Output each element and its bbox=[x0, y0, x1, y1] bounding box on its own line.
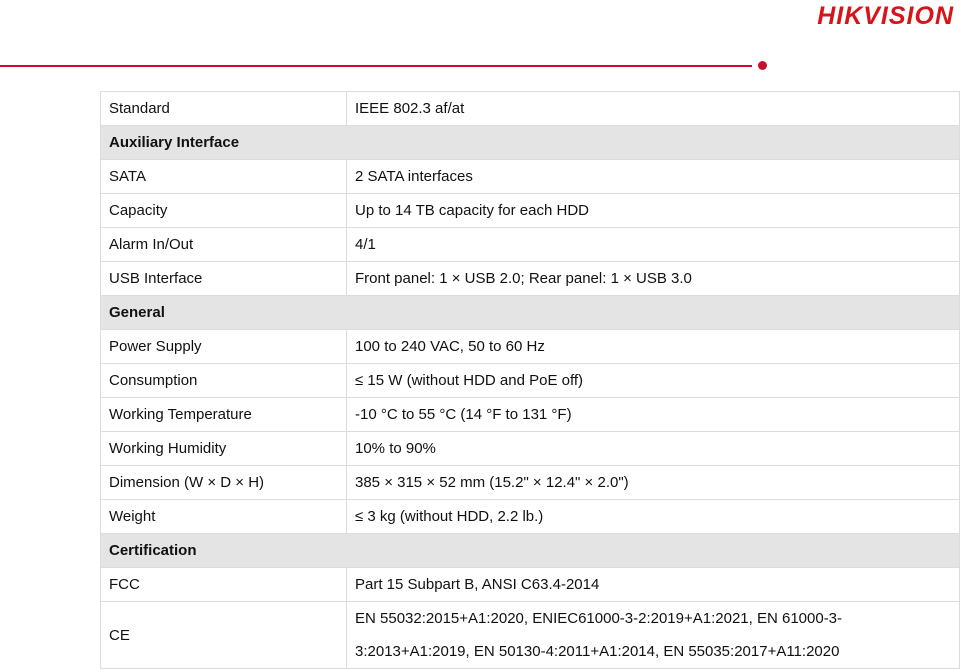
spec-label: Dimension (W × D × H) bbox=[101, 466, 347, 500]
spec-value: IEEE 802.3 af/at bbox=[347, 92, 960, 126]
spec-value: -10 °C to 55 °C (14 °F to 131 °F) bbox=[347, 398, 960, 432]
spec-label: Consumption bbox=[101, 364, 347, 398]
spec-value: ≤ 15 W (without HDD and PoE off) bbox=[347, 364, 960, 398]
section-header bbox=[101, 534, 960, 568]
spec-row bbox=[101, 364, 960, 398]
spec-row bbox=[101, 568, 960, 602]
spec-label: Standard bbox=[101, 92, 347, 126]
spec-value: 100 to 240 VAC, 50 to 60 Hz bbox=[347, 330, 960, 364]
spec-row bbox=[101, 500, 960, 534]
header-divider bbox=[0, 65, 752, 67]
spec-row bbox=[101, 330, 960, 364]
spec-row bbox=[101, 160, 960, 194]
section-title: Certification bbox=[101, 534, 960, 568]
spec-value: ≤ 3 kg (without HDD, 2.2 lb.) bbox=[347, 500, 960, 534]
spec-label: Power Supply bbox=[101, 330, 347, 364]
spec-value: 385 × 315 × 52 mm (15.2" × 12.4" × 2.0") bbox=[347, 466, 960, 500]
section-header bbox=[101, 126, 960, 160]
section-title: General bbox=[101, 296, 960, 330]
spec-value: Part 15 Subpart B, ANSI C63.4-2014 bbox=[347, 568, 960, 602]
spec-value: EN 55032:2015+A1:2020, ENIEC61000-3-2:2019+A1:2021, EN 61000-3-3:2013+A1:2019, EN 50130-4:2011+A1:2014, EN 55035:2017+A11:2020 bbox=[347, 602, 960, 669]
spec-value: Up to 14 TB capacity for each HDD bbox=[347, 194, 960, 228]
spec-label: USB Interface bbox=[101, 262, 347, 296]
spec-label: Alarm In/Out bbox=[101, 228, 347, 262]
spec-value: Front panel: 1 × USB 2.0; Rear panel: 1 × USB 3.0 bbox=[347, 262, 960, 296]
spec-label: Weight bbox=[101, 500, 347, 534]
hikvision-logo: HIKVISION bbox=[817, 2, 954, 30]
spec-row bbox=[101, 466, 960, 500]
spec-value: 4/1 bbox=[347, 228, 960, 262]
spec-value: 10% to 90% bbox=[347, 432, 960, 466]
spec-row bbox=[101, 228, 960, 262]
spec-label: Capacity bbox=[101, 194, 347, 228]
spec-label: SATA bbox=[101, 160, 347, 194]
spec-row bbox=[101, 398, 960, 432]
spec-row bbox=[101, 262, 960, 296]
spec-table bbox=[100, 91, 960, 669]
section-title: Auxiliary Interface bbox=[101, 126, 960, 160]
spec-label: Working Humidity bbox=[101, 432, 347, 466]
spec-value: 2 SATA interfaces bbox=[347, 160, 960, 194]
spec-label: FCC bbox=[101, 568, 347, 602]
spec-row bbox=[101, 194, 960, 228]
spec-row bbox=[101, 432, 960, 466]
spec-row bbox=[101, 602, 960, 669]
spec-label: CE bbox=[101, 602, 347, 669]
section-header bbox=[101, 296, 960, 330]
spec-label: Working Temperature bbox=[101, 398, 347, 432]
header-divider-dot bbox=[758, 61, 767, 70]
spec-row bbox=[101, 92, 960, 126]
